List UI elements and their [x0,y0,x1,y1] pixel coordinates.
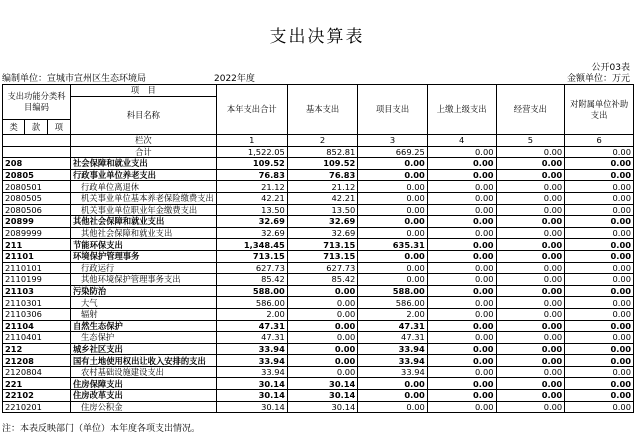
row-amount: 109.52 [287,158,357,170]
row-amount: 0.00 [565,216,634,228]
row-code: 21104 [3,320,71,332]
row-amount: 635.31 [358,239,428,251]
row-code: 2110401 [3,332,71,344]
row-amount: 0.00 [358,274,428,286]
row-amount: 0.00 [565,401,634,413]
row-amount: 0.00 [287,308,357,320]
form-code: 公开03表 [591,63,630,73]
item-header: 项 目 [71,85,217,97]
row-amount: 0.00 [427,274,496,286]
index-cell: 1 [216,135,287,147]
row-amount: 33.94 [358,343,428,355]
row-amount: 0.00 [565,181,634,193]
row-code: 2080506 [3,204,71,216]
row-amount: 85.42 [287,274,357,286]
index-cell: 5 [496,135,565,147]
lei-header: 类 [3,120,25,135]
row-name: 环境保护管理事务 [71,250,217,262]
row-amount: 0.00 [427,366,496,378]
row-amount: 0.00 [358,378,428,390]
row-amount: 0.00 [565,192,634,204]
row-amount: 33.94 [358,366,428,378]
kuan-header: 款 [25,120,47,135]
total-cell: 0.00 [427,146,496,158]
row-amount: 0.00 [565,169,634,181]
row-name: 机关事业单位职业年金缴费支出 [71,204,217,216]
row-amount: 0.00 [427,262,496,274]
row-amount: 21.12 [216,181,287,193]
row-amount: 2.00 [216,308,287,320]
row-code: 212 [3,343,71,355]
row-code: 2110306 [3,308,71,320]
table-row [3,297,634,309]
row-amount: 0.00 [427,378,496,390]
row-amount: 0.00 [496,204,565,216]
row-name: 农村基础设施建设支出 [71,366,217,378]
table-row [3,378,634,390]
index-row [3,135,634,147]
row-amount: 0.00 [358,216,428,228]
row-amount: 0.00 [496,285,565,297]
row-amount: 0.00 [565,274,634,286]
table-row [3,239,634,251]
page-title: 支出决算表 [269,27,365,47]
fiscal-year: 2022年度 [214,74,255,84]
row-amount: 47.31 [358,320,428,332]
row-amount: 47.31 [216,320,287,332]
row-amount: 0.00 [427,216,496,228]
row-amount: 0.00 [496,320,565,332]
row-amount: 0.00 [565,250,634,262]
row-amount: 0.00 [565,239,634,251]
row-amount: 32.69 [287,227,357,239]
row-amount: 30.14 [216,401,287,413]
row-amount: 0.00 [287,297,357,309]
row-amount: 0.00 [358,204,428,216]
row-name: 住房改革支出 [71,390,217,402]
row-amount: 21.12 [287,181,357,193]
row-code: 2080501 [3,181,71,193]
row-amount: 0.00 [496,262,565,274]
row-amount: 0.00 [427,239,496,251]
row-amount: 0.00 [496,192,565,204]
row-name: 国有土地使用权出让收入安排的支出 [71,355,217,367]
row-amount: 0.00 [496,158,565,170]
row-amount: 33.94 [216,366,287,378]
col3-header: 项目支出 [358,85,428,135]
table-row [3,274,634,286]
col4-header: 上缴上级支出 [427,85,496,135]
table-row [3,227,634,239]
row-name: 辐射 [71,308,217,320]
row-amount: 0.00 [358,227,428,239]
row-amount: 0.00 [565,343,634,355]
index-label: 栏次 [71,135,217,147]
row-amount: 0.00 [287,366,357,378]
row-amount: 0.00 [496,274,565,286]
row-amount: 713.15 [287,239,357,251]
index-cell: 6 [565,135,634,147]
row-amount: 588.00 [216,285,287,297]
row-amount: 0.00 [358,250,428,262]
row-amount: 0.00 [565,320,634,332]
table-row [3,285,634,297]
row-amount: 0.00 [427,355,496,367]
table-row [3,250,634,262]
row-amount: 2.00 [358,308,428,320]
row-amount: 627.73 [216,262,287,274]
row-amount: 0.00 [427,204,496,216]
table-row [3,390,634,402]
row-amount: 0.00 [427,169,496,181]
row-amount: 0.00 [358,169,428,181]
row-amount: 0.00 [496,227,565,239]
row-amount: 0.00 [287,343,357,355]
total-cell: 0.00 [565,146,634,158]
row-amount: 0.00 [565,285,634,297]
row-code: 20805 [3,169,71,181]
row-code: 21208 [3,355,71,367]
row-amount: 0.00 [496,401,565,413]
row-amount: 0.00 [427,297,496,309]
table-row [3,332,634,344]
row-amount: 33.94 [358,355,428,367]
table-row [3,216,634,228]
col5-header: 经营支出 [496,85,565,135]
index-cell: 2 [287,135,357,147]
row-amount: 0.00 [565,204,634,216]
row-amount: 13.50 [216,204,287,216]
row-amount: 0.00 [427,332,496,344]
row-amount: 713.15 [287,250,357,262]
row-amount: 0.00 [287,320,357,332]
row-amount: 0.00 [427,192,496,204]
row-amount: 0.00 [496,366,565,378]
row-amount: 42.21 [287,192,357,204]
table-row [3,308,634,320]
row-amount: 0.00 [565,366,634,378]
row-code: 2110199 [3,274,71,286]
unit-label: 编制单位： [2,74,48,84]
row-amount: 0.00 [496,250,565,262]
row-amount: 0.00 [565,355,634,367]
row-amount: 0.00 [496,297,565,309]
row-name: 大气 [71,297,217,309]
row-name: 行政运行 [71,262,217,274]
row-amount: 30.14 [287,401,357,413]
row-name: 行政事业单位养老支出 [71,169,217,181]
row-name: 住房保障支出 [71,378,217,390]
row-code: 21101 [3,250,71,262]
table-row [3,158,634,170]
footnote: 注：本表反映部门（单位）本年度各项支出情况。 [2,424,201,434]
row-name: 社会保障和就业支出 [71,158,217,170]
row-amount: 0.00 [287,285,357,297]
row-amount: 0.00 [496,378,565,390]
row-amount: 0.00 [427,181,496,193]
row-amount: 0.00 [358,158,428,170]
row-amount: 0.00 [565,262,634,274]
row-amount: 0.00 [358,262,428,274]
row-amount: 33.94 [216,355,287,367]
row-amount: 0.00 [358,401,428,413]
row-name: 其他社会保障和就业支出 [71,216,217,228]
col1-header: 本年支出合计 [216,85,287,135]
row-amount: 0.00 [496,332,565,344]
row-name: 自然生态保护 [71,320,217,332]
col6-header: 对附属单位补助支出 [565,85,634,135]
row-amount: 0.00 [496,216,565,228]
row-amount: 0.00 [287,355,357,367]
row-amount: 85.42 [216,274,287,286]
func-code-header: 支出功能分类科目编码 [3,85,71,120]
row-code: 2110101 [3,262,71,274]
table-row [3,320,634,332]
table-row [3,262,634,274]
expenditure-table [2,84,634,413]
row-code: 22102 [3,390,71,402]
table-row [3,401,634,413]
row-amount: 32.69 [287,216,357,228]
row-name: 其他环境保护管理事务支出 [71,274,217,286]
row-amount: 0.00 [427,343,496,355]
xiang-header: 项 [47,120,70,135]
row-amount: 0.00 [565,158,634,170]
row-amount: 0.00 [496,239,565,251]
table-row [3,366,634,378]
subject-name-header: 科目名称 [71,97,217,135]
row-name: 生态保护 [71,332,217,344]
row-name: 城乡社区支出 [71,343,217,355]
row-code: 2080505 [3,192,71,204]
row-code: 2120804 [3,366,71,378]
row-amount: 0.00 [565,227,634,239]
row-amount: 76.83 [287,169,357,181]
row-code: 20899 [3,216,71,228]
row-amount: 0.00 [496,355,565,367]
currency-unit: 金额单位：万元 [566,74,630,84]
row-code: 2110301 [3,297,71,309]
table-row [3,192,634,204]
total-cell: 0.00 [496,146,565,158]
row-amount: 0.00 [496,308,565,320]
row-amount: 76.83 [216,169,287,181]
row-amount: 0.00 [358,192,428,204]
row-amount: 0.00 [565,297,634,309]
row-amount: 0.00 [565,308,634,320]
row-amount: 0.00 [496,390,565,402]
row-amount: 30.14 [287,390,357,402]
row-amount: 13.50 [287,204,357,216]
total-cell: 852.81 [287,146,357,158]
row-amount: 1,348.45 [216,239,287,251]
row-amount: 30.14 [216,390,287,402]
compiling-unit [2,71,146,84]
total-row [3,146,634,158]
row-amount: 0.00 [427,308,496,320]
row-amount: 42.21 [216,192,287,204]
row-amount: 0.00 [427,227,496,239]
row-name: 住房公积金 [71,401,217,413]
row-amount: 713.15 [216,250,287,262]
header-row [3,85,634,97]
unit-name: 宣城市宣州区生态环境局 [47,74,147,84]
row-amount: 0.00 [358,181,428,193]
table-row [3,181,634,193]
table-row [3,204,634,216]
row-amount: 0.00 [565,390,634,402]
row-amount: 33.94 [216,343,287,355]
row-name: 行政单位离退休 [71,181,217,193]
row-amount: 0.00 [427,285,496,297]
index-cell: 4 [427,135,496,147]
table-row [3,169,634,181]
row-name: 污染防治 [71,285,217,297]
row-amount: 0.00 [565,378,634,390]
row-amount: 0.00 [565,332,634,344]
row-amount: 30.14 [287,378,357,390]
total-label: 合计 [71,146,217,158]
row-code: 208 [3,158,71,170]
row-code: 221 [3,378,71,390]
total-cell: 669.25 [358,146,428,158]
row-amount: 0.00 [496,169,565,181]
row-amount: 0.00 [427,158,496,170]
row-amount: 47.31 [216,332,287,344]
row-name: 机关事业单位基本养老保险缴费支出 [71,192,217,204]
row-amount: 47.31 [358,332,428,344]
row-amount: 0.00 [496,181,565,193]
row-amount: 0.00 [358,390,428,402]
row-amount: 0.00 [287,332,357,344]
row-amount: 0.00 [427,401,496,413]
row-code: 2210201 [3,401,71,413]
row-amount: 586.00 [216,297,287,309]
row-code: 211 [3,239,71,251]
row-amount: 32.69 [216,227,287,239]
row-code: 21103 [3,285,71,297]
row-amount: 627.73 [287,262,357,274]
row-amount: 0.00 [427,250,496,262]
row-amount: 586.00 [358,297,428,309]
row-code: 2089999 [3,227,71,239]
row-amount: 32.69 [216,216,287,228]
row-name: 节能环保支出 [71,239,217,251]
table-row [3,355,634,367]
col2-header: 基本支出 [287,85,357,135]
total-cell: 1,522.05 [216,146,287,158]
index-cell: 3 [358,135,428,147]
row-amount: 30.14 [216,378,287,390]
table-row [3,343,634,355]
row-amount: 0.00 [496,343,565,355]
row-name: 其他社会保障和就业支出 [71,227,217,239]
row-amount: 588.00 [358,285,428,297]
row-amount: 109.52 [216,158,287,170]
row-amount: 0.00 [427,390,496,402]
row-amount: 0.00 [427,320,496,332]
